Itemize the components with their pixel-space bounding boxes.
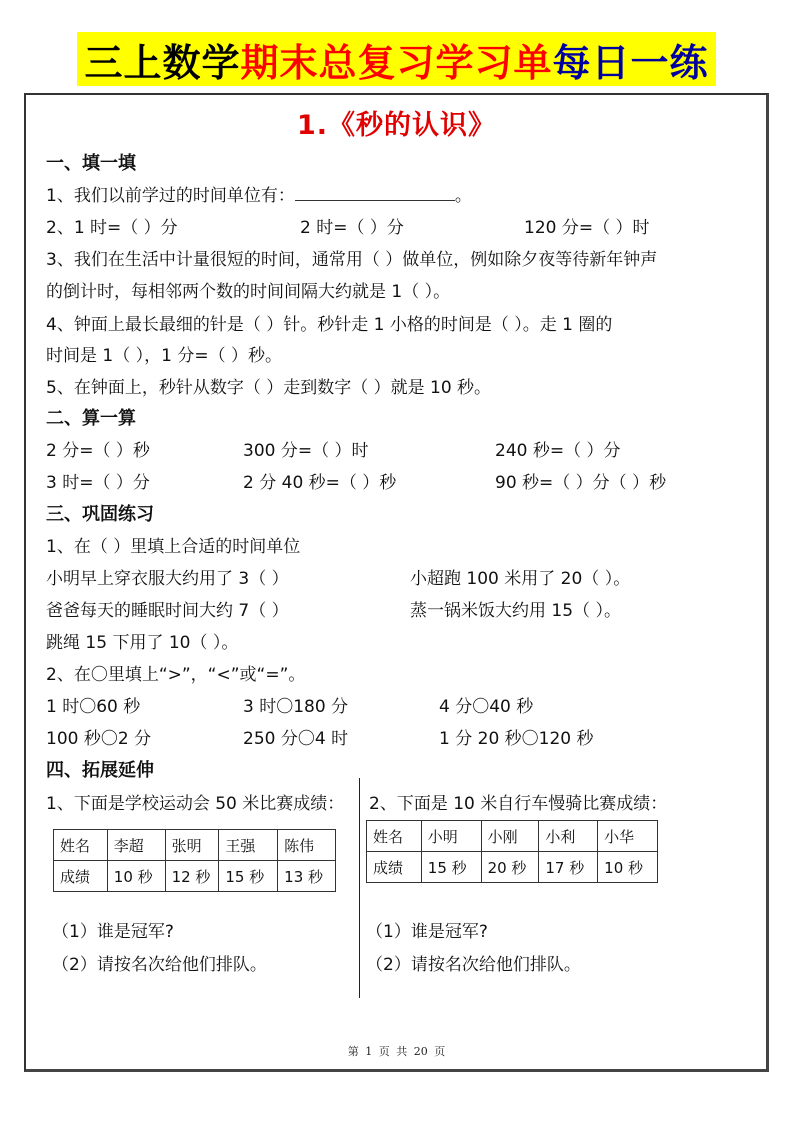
table-cell: 13 秒 [278, 861, 336, 892]
table-cell: 20 秒 [481, 852, 539, 883]
s1-q4-line1: 4、钟面上最长最细的针是（ ）针。秒针走 1 小格的时间是（ ）。走 1 圈的 [46, 315, 613, 335]
s3-item-4: 蒸一锅米饭大约用 15（ ）。 [410, 601, 621, 621]
s1-q3-line1: 3、我们在生活中计量很短的时间，通常用（ ）做单位，例如除夕夜等待新年钟声 [46, 250, 658, 270]
table-cell: 姓名 [367, 821, 422, 852]
table-cell: 15 秒 [421, 852, 481, 883]
page-number: 第 1 页 共 20 页 [347, 1045, 446, 1058]
s3-cmp-r2-b: 250 分〇4 时 [243, 729, 349, 749]
s1-q2-c: 120 分=（ ）时 [524, 218, 650, 238]
column-divider [359, 778, 360, 998]
s2-r1-b: 300 分=（ ）时 [243, 441, 369, 461]
s1-q1-text: 1、我们以前学过的时间单位有： [46, 186, 295, 206]
table-cell: 15 秒 [219, 861, 278, 892]
table-row [54, 830, 336, 861]
s3-q1: 1、在（ ）里填上合适的时间单位 [46, 537, 301, 557]
bike-10m-table [366, 820, 658, 883]
s3-cmp-r1-c: 4 分〇40 秒 [439, 697, 534, 717]
s1-q3-line2: 的倒计时，每相邻两个数的时间间隔大约就是 1（ ）。 [46, 282, 451, 302]
s2-r1-c: 240 秒=（ ）分 [495, 441, 621, 461]
table-cell: 王强 [219, 830, 278, 861]
section2-heading: 二、算一算 [46, 408, 136, 429]
table-cell: 成绩 [54, 861, 108, 892]
s1-q2-b: 2 时=（ ）分 [300, 218, 404, 238]
banner-grade-subject: 三上数学 [84, 40, 241, 85]
section3-heading: 三、巩固练习 [46, 504, 154, 525]
s3-q2: 2、在〇里填上“>”，“<”或“=”。 [46, 665, 306, 685]
s3-item-1: 小明早上穿衣服大约用了 3（ ） [46, 569, 289, 589]
s1-q1-period: 。 [454, 186, 472, 206]
banner-review-sheet: 期末总复习学习单 [240, 40, 553, 85]
s3-cmp-r1-b: 3 时〇180 分 [243, 697, 349, 717]
s3-cmp-r1-a: 1 时〇60 秒 [46, 697, 141, 717]
table-row [367, 852, 658, 883]
s1-q5: 5、在钟面上，秒针从数字（ ）走到数字（ ）就是 10 秒。 [46, 378, 492, 398]
table-cell: 小刚 [481, 821, 539, 852]
table-cell: 10 秒 [107, 861, 165, 892]
table-cell: 姓名 [54, 830, 108, 861]
s4-left-sub2: （2）请按名次给他们排队。 [52, 955, 267, 975]
table-cell: 小华 [598, 821, 658, 852]
table-cell: 成绩 [367, 852, 422, 883]
race-50m-table [53, 829, 336, 892]
s4-right-sub1: （1）谁是冠军? [366, 922, 488, 942]
table-cell: 17 秒 [539, 852, 598, 883]
section1-heading: 一、填一填 [46, 153, 136, 174]
table-cell: 12 秒 [165, 861, 219, 892]
s3-cmp-r2-a: 100 秒〇2 分 [46, 729, 152, 749]
worksheet-banner [77, 32, 716, 86]
banner-daily-practice: 每日一练 [552, 40, 709, 85]
table-cell: 小利 [539, 821, 598, 852]
lesson-title: 1.《秒的认识》 [296, 110, 497, 141]
s3-item-3: 爸爸每天的睡眠时间大约 7（ ） [46, 601, 289, 621]
section4-heading: 四、拓展延伸 [46, 760, 154, 781]
s1-q4-line2: 时间是 1（ ），1 分=（ ）秒。 [46, 346, 282, 366]
s4-right-sub2: （2）请按名次给他们排队。 [366, 955, 581, 975]
table-cell: 李超 [107, 830, 165, 861]
s2-r1-a: 2 分=（ ）秒 [46, 441, 150, 461]
s4-left-prompt: 1、下面是学校运动会 50 米比赛成绩： [46, 794, 345, 814]
s2-r2-a: 3 时=（ ）分 [46, 473, 150, 493]
table-cell: 陈伟 [278, 830, 336, 861]
table-cell: 张明 [165, 830, 219, 861]
s3-item-5: 跳绳 15 下用了 10（ ）。 [46, 633, 239, 653]
s4-left-sub1: （1）谁是冠军? [52, 922, 174, 942]
s3-item-2: 小超跑 100 米用了 20（ ）。 [410, 569, 631, 589]
s1-question-1 [46, 181, 472, 206]
table-row [54, 861, 336, 892]
s1-q2-a: 2、1 时=（ ）分 [46, 218, 178, 238]
answer-blank[interactable] [295, 185, 455, 201]
s3-cmp-r2-c: 1 分 20 秒〇120 秒 [439, 729, 594, 749]
table-row [367, 821, 658, 852]
s4-right-prompt: 2、下面是 10 米自行车慢骑比赛成绩： [369, 794, 668, 814]
table-cell: 小明 [421, 821, 481, 852]
table-cell: 10 秒 [598, 852, 658, 883]
s2-r2-b: 2 分 40 秒=（ ）秒 [243, 473, 397, 493]
s2-r2-c: 90 秒=（ ）分（ ）秒 [495, 473, 667, 493]
